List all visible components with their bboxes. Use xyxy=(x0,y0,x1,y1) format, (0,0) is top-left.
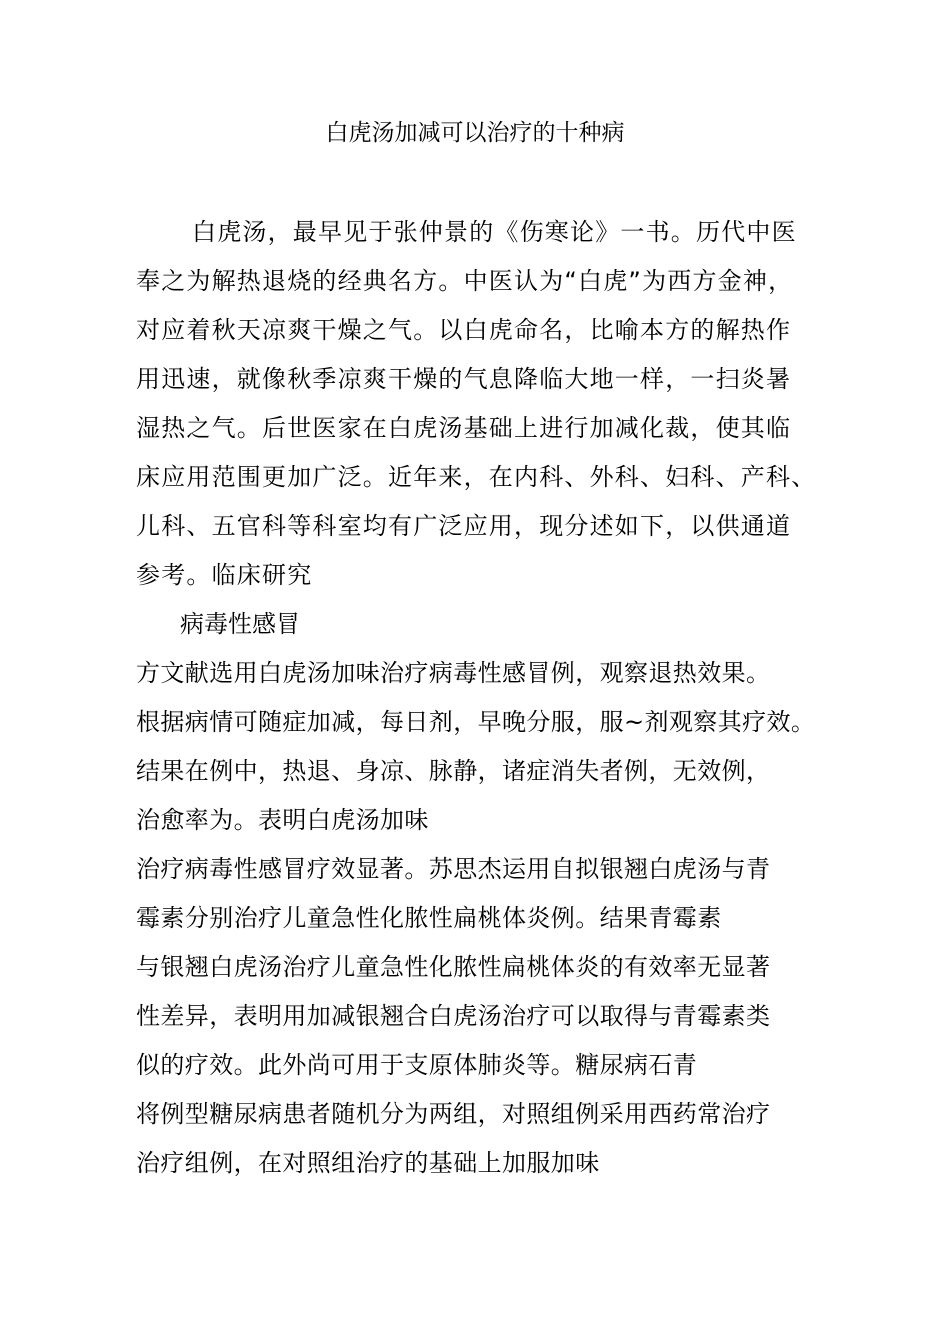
body-line: 方文献选用白虎汤加味治疗病毒性感冒例，观察退热效果。 xyxy=(136,659,771,687)
intro-line: 床应用范围更加广泛。近年来，在内科、外科、妇科、产科、 xyxy=(136,463,817,491)
body-line: 治愈率为。表明白虎汤加味 xyxy=(136,806,429,834)
intro-line: 参考。临床研究 xyxy=(136,561,313,589)
body-line: 将例型糖尿病患者随机分为两组，对照组例采用西药常治疗 xyxy=(136,1100,771,1128)
section-heading: 病毒性感冒 xyxy=(180,610,300,638)
body-line: 似的疗效。此外尚可用于支原体肺炎等。糖尿病石青 xyxy=(136,1051,698,1079)
body-line: 与银翘白虎汤治疗儿童急性化脓性扁桃体炎的有效率无显著 xyxy=(136,953,771,981)
body-line: 治疗组例，在对照组治疗的基础上加服加味 xyxy=(136,1149,600,1177)
body-line: 结果在例中，热退、身凉、脉静，诸症消失者例，无效例， xyxy=(136,757,771,785)
intro-line: 湿热之气。后世医家在白虎汤基础上进行加减化裁，使其临 xyxy=(136,414,792,442)
body-line: 根据病情可随症加减，每日剂，早晚分服，服~剂观察其疗效。 xyxy=(136,708,816,736)
document-title: 白虎汤加减可以治疗的十种病 xyxy=(325,120,625,146)
body-line: 性差异，表明用加减银翘合白虎汤治疗可以取得与青霉素类 xyxy=(136,1002,771,1030)
intro-line: 奉之为解热退烧的经典名方。中医认为“白虎”为西方金神， xyxy=(136,267,794,295)
body-line: 治疗病毒性感冒疗效显著。苏思杰运用自拟银翘白虎汤与青 xyxy=(136,855,771,883)
intro-line: 用迅速，就像秋季凉爽干燥的气息降临大地一样，一扫炎暑 xyxy=(136,365,792,393)
intro-line: 白虎汤，最早见于张仲景的《伤寒论》一书。历代中医 xyxy=(192,218,797,246)
intro-line: 对应着秋天凉爽干燥之气。以白虎命名，比喻本方的解热作 xyxy=(136,316,792,344)
body-line: 霉素分别治疗儿童急性化脓性扁桃体炎例。结果青霉素 xyxy=(136,904,722,932)
intro-line: 儿科、五官科等科室均有广泛应用，现分述如下，以供通道 xyxy=(136,512,792,540)
